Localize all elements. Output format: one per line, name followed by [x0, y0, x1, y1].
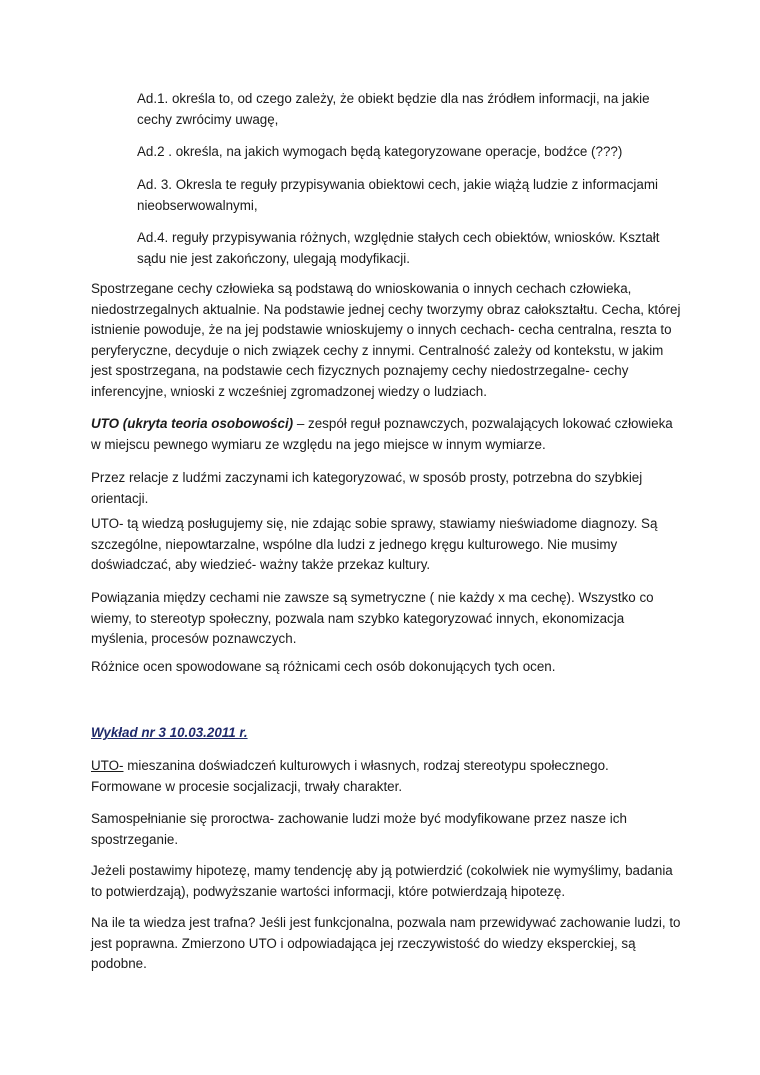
lecture-heading: Wykład nr 3 10.03.2011 r. [91, 725, 248, 740]
paragraph-categorization: Przez relacje z ludźmi zaczynami ich kategoryzować, w sposób prosty, potrzebna do szybkiej orientacji. [91, 470, 643, 506]
ad-item-1: Ad.1. określa to, od czego zależy, że obiekt będzie dla nas źródłem informacji, na jakie cechy zwrócimy uwagę, [137, 91, 650, 127]
ad-item-4: Ad.4. reguły przypisywania różnych, względnie stałych cech obiektów, wniosków. Kształt sądu nie jest zakończony, ulegają modyfikacji. [137, 230, 660, 266]
uto-definition-text: – zespół reguł poznawczych, pozwalających lokować człowieka w miejscu pewnego wymiaru ze względu na jego miejsce w innym wymiarze. [91, 416, 673, 452]
paragraph-accuracy: Na ile ta wiedza jest trafna? Jeśli jest funkcjonalna, pozwala nam przewidywać zachowanie ludzi, to jest poprawna. Zmierzono UTO i odpowiadająca jej rzeczywistość do wiedzy eksperckiej, są podobne. [91, 915, 681, 971]
ad-item-2: Ad.2 . określa, na jakich wymogach będą kategoryzowane operacje, bodźce (???) [137, 144, 623, 159]
paragraph-uto-knowledge: UTO- tą wiedzą posługujemy się, nie zdając sobie sprawy, stawiamy nieświadome diagnozy. Są szczególne, niepowtarzalne, wspólne dla ludzi z jednego kręgu kulturowego. Nie musimy doświadczać, aby wiedzieć- ważny także przekaz kultury. [91, 516, 658, 572]
paragraph-uto-definition [91, 414, 681, 455]
paragraph-trait-relations: Powiązania między cechami nie zawsze są symetryczne ( nie każdy x ma cechę). Wszystko co wiemy, to stereotyp społeczny, pozwala nam szybko kategoryzować innych, ekonomizacja myślenia, procesów poznawczych. [91, 590, 654, 646]
uto-term: UTO (ukryta teoria osobowości) [91, 416, 294, 431]
paragraph-central-traits: Spostrzegane cechy człowieka są podstawą do wnioskowania o innych cechach człowieka, niedostrzegalnych aktualnie. Na podstawie jednej cechy tworzymy obraz całokształtu. Cecha, której istnienie powoduje, że na jej podstawie wnioskujemy o innych cechach- cecha centralna, reszta to peryferyczne, decyduje o nich związek cechy z innymi. Centralność zależy od kontekstu, w jakim jest spostrzegana, na podstawie cech fizycznych poznajemy cechy niedostrzegalne- cechy inferencyjne, wnioski z wcześniej zgromadzonej wiedzy o ludziach. [91, 281, 681, 399]
paragraph-rating-differences: Różnice ocen spowodowane są różnicami cech osób dokonujących tych ocen. [91, 659, 556, 674]
uto-mixture-text: mieszanina doświadczeń kulturowych i własnych, rodzaj stereotypu społecznego. Formowane w procesie socjalizacji, trwały charakter. [91, 758, 609, 794]
paragraph-hypothesis: Jeżeli postawimy hipotezę, mamy tendencję aby ją potwierdzić (cokolwiek nie wymyślimy, badania to potwierdzają), podwyższanie wartości informacji, które potwierdzają hipotezę. [91, 863, 673, 899]
uto-label: UTO- [91, 758, 124, 773]
ad-item-3: Ad. 3. Okresla te reguły przypisywania obiektowi cech, jakie wiążą ludzie z informacjami nieobserwowalnymi, [137, 177, 658, 213]
paragraph-self-fulfilling: Samospełnianie się proroctwa- zachowanie ludzi może być modyfikowane przez nasze ich spostrzeganie. [91, 811, 627, 847]
paragraph-uto-mixture [91, 756, 681, 797]
